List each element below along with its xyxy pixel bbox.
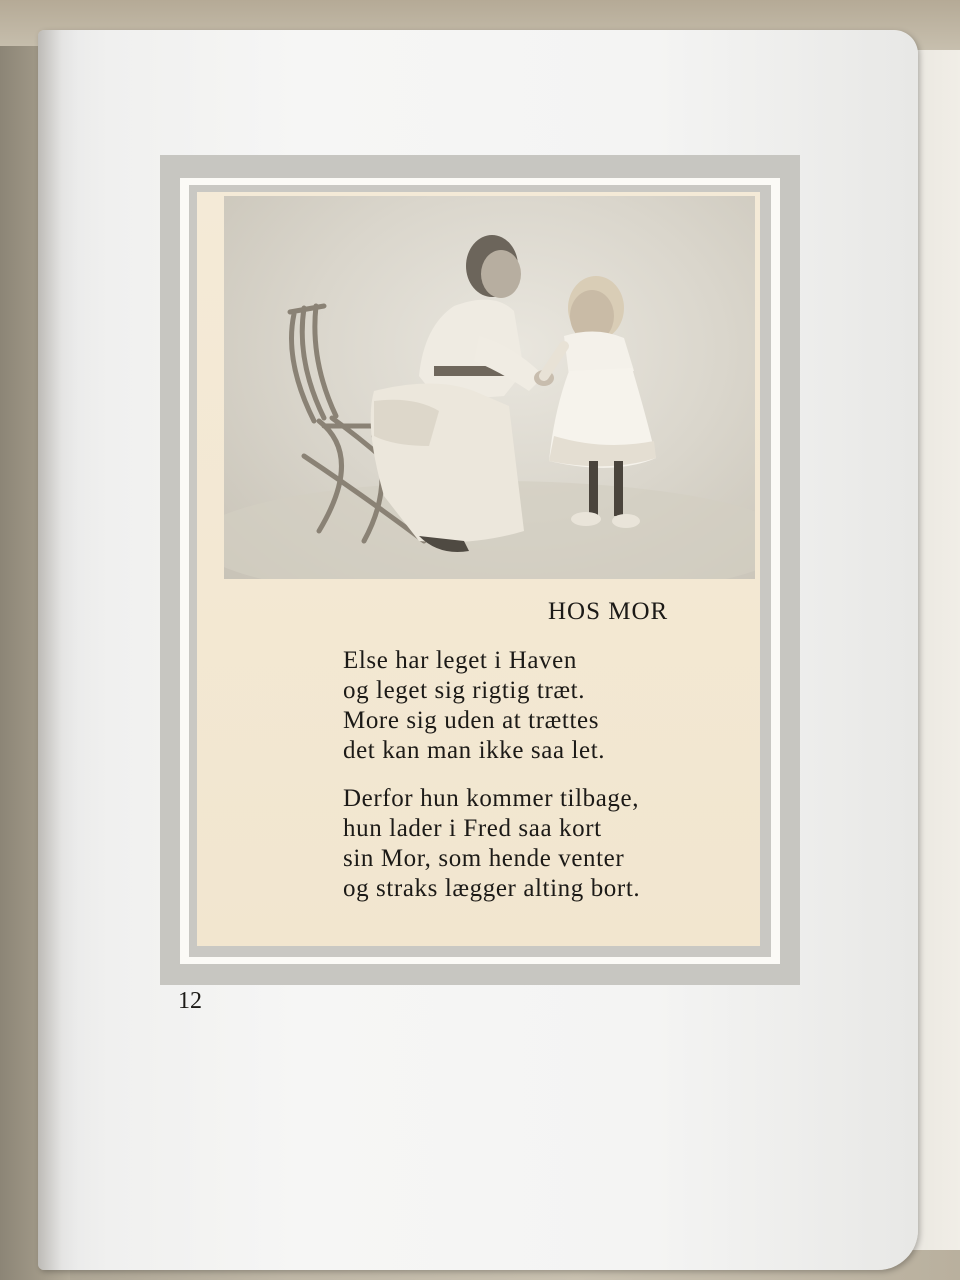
poem-line: det kan man ikke saa let.	[343, 737, 606, 764]
poem-line: More sig uden at trættes	[343, 707, 600, 734]
poem-line: og straks lægger alting bort.	[343, 875, 641, 902]
poem-stanza-2	[343, 784, 640, 904]
poem-line: Else har leget i Haven	[343, 647, 577, 674]
page-number: 12	[178, 988, 202, 1014]
poem-line: sin Mor, som hende venter	[343, 845, 625, 872]
photograph-illustration	[224, 196, 755, 579]
photograph-mother-and-child	[224, 196, 755, 579]
poem-line: hun lader i Fred saa kort	[343, 815, 602, 842]
poem-stanza-1	[343, 646, 605, 766]
page-gutter-shadow	[38, 30, 78, 1270]
poem-line: og leget sig rigtig træt.	[343, 677, 586, 704]
poem-title: HOS MOR	[548, 598, 669, 625]
poem-line: Derfor hun kommer tilbage,	[343, 785, 640, 812]
